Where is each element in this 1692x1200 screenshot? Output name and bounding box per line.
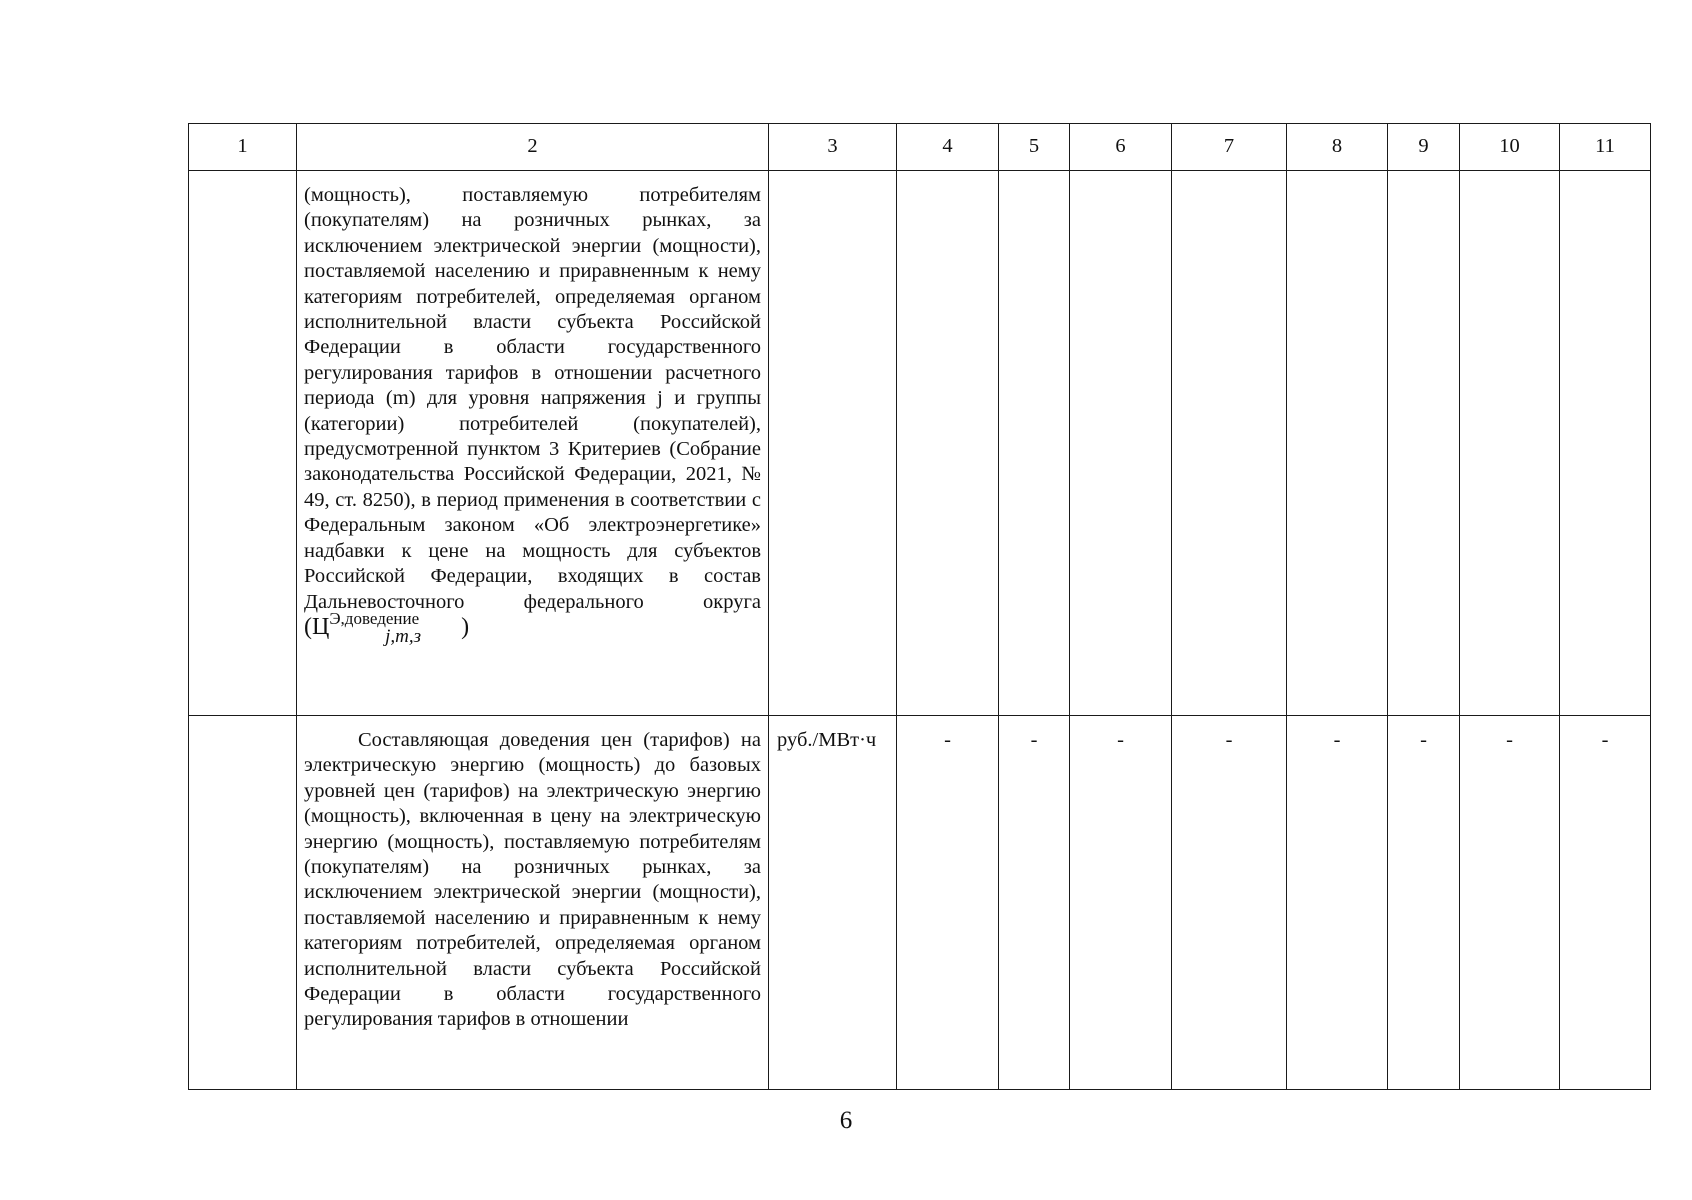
unit-label: руб./МВт·ч <box>777 729 877 751</box>
value-dash: - <box>1601 729 1609 751</box>
unit-cell <box>769 716 897 1090</box>
column-number: 8 <box>1287 124 1388 171</box>
value-dash: - <box>1333 729 1341 751</box>
formula-subscript: j,m,з <box>385 625 422 647</box>
value-cell <box>999 716 1070 1090</box>
value-cell <box>1388 171 1460 716</box>
value-cell <box>897 716 999 1090</box>
description-text: Составляющая доведения цен (тарифов) на электрическую энергию (мощность) до базовых уровней цен (тарифов) на электрическую энергию (мощность), включенная в цену на электрическую энергию (мощность), поставляемую потребителям (покупателям) на розничных рынках, за исключением электрической энергии (мощности), поставляемой населению и приравненным к нему категориям потребителей, определяемая органом исполнительной власти субъекта Российской Федерации в области государственного регулирования тарифов в отношении <box>304 729 761 1031</box>
value-cell <box>1172 716 1287 1090</box>
tariff-table <box>188 123 1651 1090</box>
value-cell <box>1460 171 1560 716</box>
table-row <box>189 716 1651 1090</box>
column-number: 11 <box>1560 124 1651 171</box>
column-number: 1 <box>189 124 297 171</box>
formula-open: (Ц <box>304 613 330 640</box>
description-cell <box>297 716 769 1090</box>
value-cell <box>1070 716 1172 1090</box>
value-dash: - <box>1117 729 1124 751</box>
value-cell <box>1172 171 1287 716</box>
value-dash: - <box>1030 729 1038 751</box>
value-cell <box>1388 716 1460 1090</box>
unit-cell <box>769 171 897 716</box>
table-row <box>189 171 1651 716</box>
description-cell <box>297 171 769 716</box>
value-cell <box>897 171 999 716</box>
column-number: 10 <box>1460 124 1560 171</box>
column-number: 7 <box>1172 124 1287 171</box>
column-number: 6 <box>1070 124 1172 171</box>
column-number: 4 <box>897 124 999 171</box>
description-text <box>297 171 768 647</box>
row-number-cell <box>189 171 297 716</box>
value-dash: - <box>1225 729 1233 751</box>
value-dash: - <box>1506 729 1513 751</box>
value-cell <box>1287 716 1388 1090</box>
column-number: 3 <box>769 124 897 171</box>
value-cell <box>999 171 1070 716</box>
value-cell <box>1287 171 1388 716</box>
value-dash: - <box>944 729 951 751</box>
value-cell <box>1070 171 1172 716</box>
row-number-cell <box>189 716 297 1090</box>
description-body: (мощность), поставляемую потребителям (покупателям) на розничных рынках, за исключением электрической энергии (мощности), поставляемой населению и приравненным к нему категориям потребителей, определяемая органом исполнительной власти субъекта Российской Федерации в области государственного регулирования тарифов в отношении расчетного периода (m) для уровня напряжения j и группы (категории) потребителей (покупателей), предусмотренной пунктом 3 Критериев (Собрание законодательства Российской Федерации, 2021, № 49, ст. 8250), в период применения в соответствии с Федеральным законом «Об электроэнергетике» надбавки к цене на мощность для субъектов Российской Федерации, входящих в состав Дальневосточного федерального округа <box>304 184 761 613</box>
value-dash: - <box>1420 729 1427 751</box>
value-cell <box>1560 171 1651 716</box>
page-number: 6 <box>839 1107 853 1134</box>
value-cell <box>1560 716 1651 1090</box>
formula-close: ) <box>461 613 470 640</box>
value-cell <box>1460 716 1560 1090</box>
column-number: 2 <box>297 124 769 171</box>
formula-superscript: Э,доведение <box>329 608 420 628</box>
column-number: 9 <box>1388 124 1460 171</box>
column-number: 5 <box>999 124 1070 171</box>
price-formula <box>304 608 470 647</box>
table-header-row <box>189 124 1651 171</box>
